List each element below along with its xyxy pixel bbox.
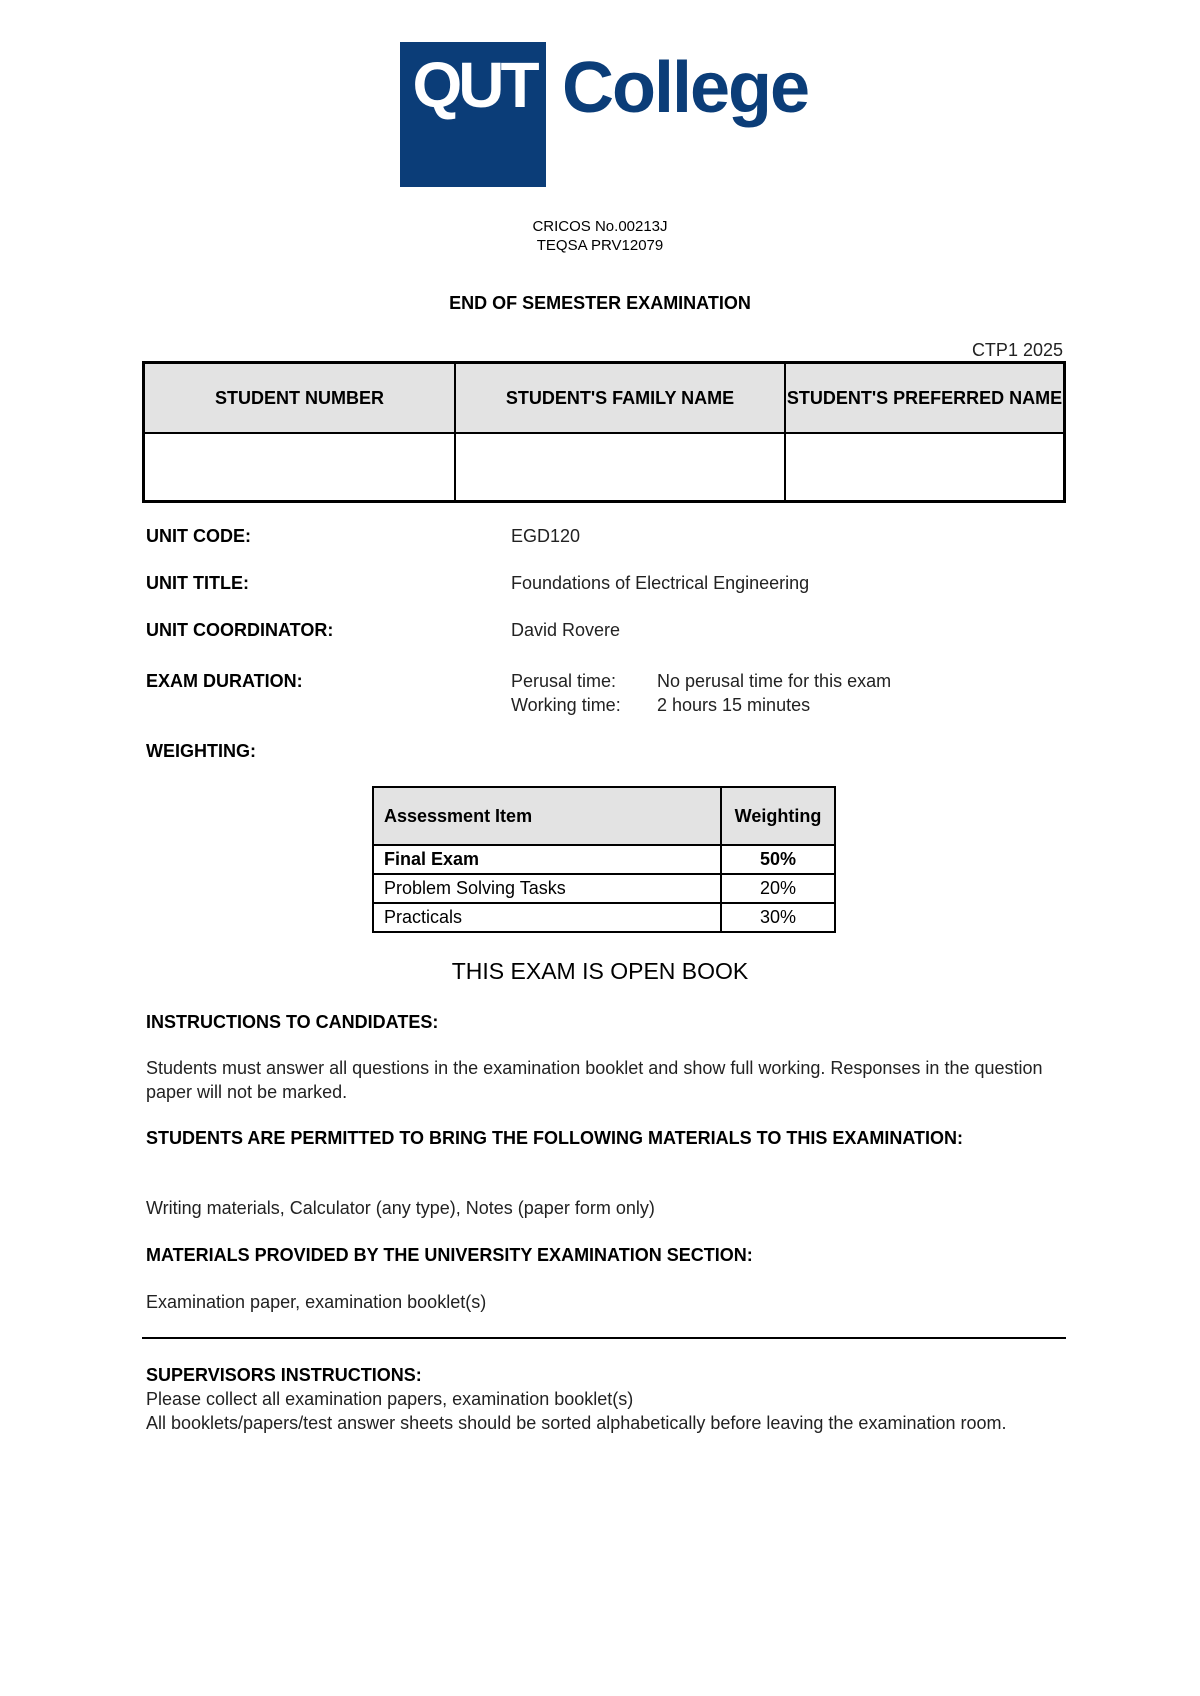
unit-title-label: UNIT TITLE: xyxy=(146,573,249,593)
family-name-field[interactable] xyxy=(455,433,785,502)
provided-materials-text: Examination paper, examination booklet(s) xyxy=(146,1292,487,1312)
logo-mark: QUT xyxy=(412,49,536,121)
instructions-text: Students must answer all questions in the examination booklet and show full working. Responses in the question paper will not be marked. xyxy=(146,1058,1043,1102)
weighting-label: WEIGHTING: xyxy=(146,741,256,761)
assessment-item-cell: Problem Solving Tasks xyxy=(373,874,721,903)
logo-blue-box xyxy=(400,42,546,187)
weighting-cell: 20% xyxy=(721,874,835,903)
weighting-cell: 50% xyxy=(721,845,835,874)
cricos-number: CRICOS No.00213J xyxy=(532,218,668,235)
unit-title-value: Foundations of Electrical Engineering xyxy=(511,573,810,593)
perusal-time-value: No perusal time for this exam xyxy=(657,671,892,691)
weighting-header: Weighting xyxy=(721,787,835,845)
unit-code-value: EGD120 xyxy=(511,526,581,546)
table-row xyxy=(373,874,835,903)
exam-duration-label: EXAM DURATION: xyxy=(146,671,303,691)
assessment-item-cell: Practicals xyxy=(373,903,721,932)
working-time-value: 2 hours 15 minutes xyxy=(657,695,811,715)
permitted-materials-heading: STUDENTS ARE PERMITTED TO BRING THE FOLLOWING MATERIALS TO THIS EXAMINATION: xyxy=(146,1128,963,1148)
preferred-name-field[interactable] xyxy=(785,433,1065,502)
assessment-item-cell: Final Exam xyxy=(373,845,721,874)
table-row xyxy=(373,903,835,932)
reference-code: CTP1 2025 xyxy=(971,340,1063,360)
open-book-notice: THIS EXAM IS OPEN BOOK xyxy=(451,958,749,984)
preferred-name-header: STUDENT'S PREFERRED NAME xyxy=(785,363,1065,434)
perusal-time-label: Perusal time: xyxy=(511,671,617,691)
permitted-materials-text: Writing materials, Calculator (any type), Notes (paper form only) xyxy=(146,1198,655,1218)
table-row xyxy=(373,845,835,874)
weighting-table xyxy=(372,786,836,933)
coordinator-value: David Rovere xyxy=(511,620,621,640)
supervisors-line-2: All booklets/papers/test answer sheets should be sorted alphabetically before leaving the examination room. xyxy=(146,1413,1007,1433)
student-number-field[interactable] xyxy=(144,433,456,502)
provided-materials-heading: MATERIALS PROVIDED BY THE UNIVERSITY EXAMINATION SECTION: xyxy=(146,1245,753,1265)
exam-title: END OF SEMESTER EXAMINATION xyxy=(449,293,751,313)
coordinator-label: UNIT COORDINATOR: xyxy=(146,620,334,640)
family-name-header: STUDENT'S FAMILY NAME xyxy=(455,363,785,434)
assessment-item-header: Assessment Item xyxy=(373,787,721,845)
student-number-header: STUDENT NUMBER xyxy=(144,363,456,434)
section-divider xyxy=(142,1337,1066,1339)
instructions-heading: INSTRUCTIONS TO CANDIDATES: xyxy=(146,1012,439,1032)
working-time-label: Working time: xyxy=(511,695,621,715)
supervisors-heading: SUPERVISORS INSTRUCTIONS: xyxy=(146,1365,422,1385)
teqsa-number: TEQSA PRV12079 xyxy=(536,237,664,254)
supervisors-line-1: Please collect all examination papers, examination booklet(s) xyxy=(146,1389,634,1409)
logo-wordmark: College xyxy=(562,48,809,128)
weighting-cell: 30% xyxy=(721,903,835,932)
student-details-table xyxy=(142,361,1066,503)
unit-code-label: UNIT CODE: xyxy=(146,526,251,546)
qut-college-logo xyxy=(400,42,810,187)
